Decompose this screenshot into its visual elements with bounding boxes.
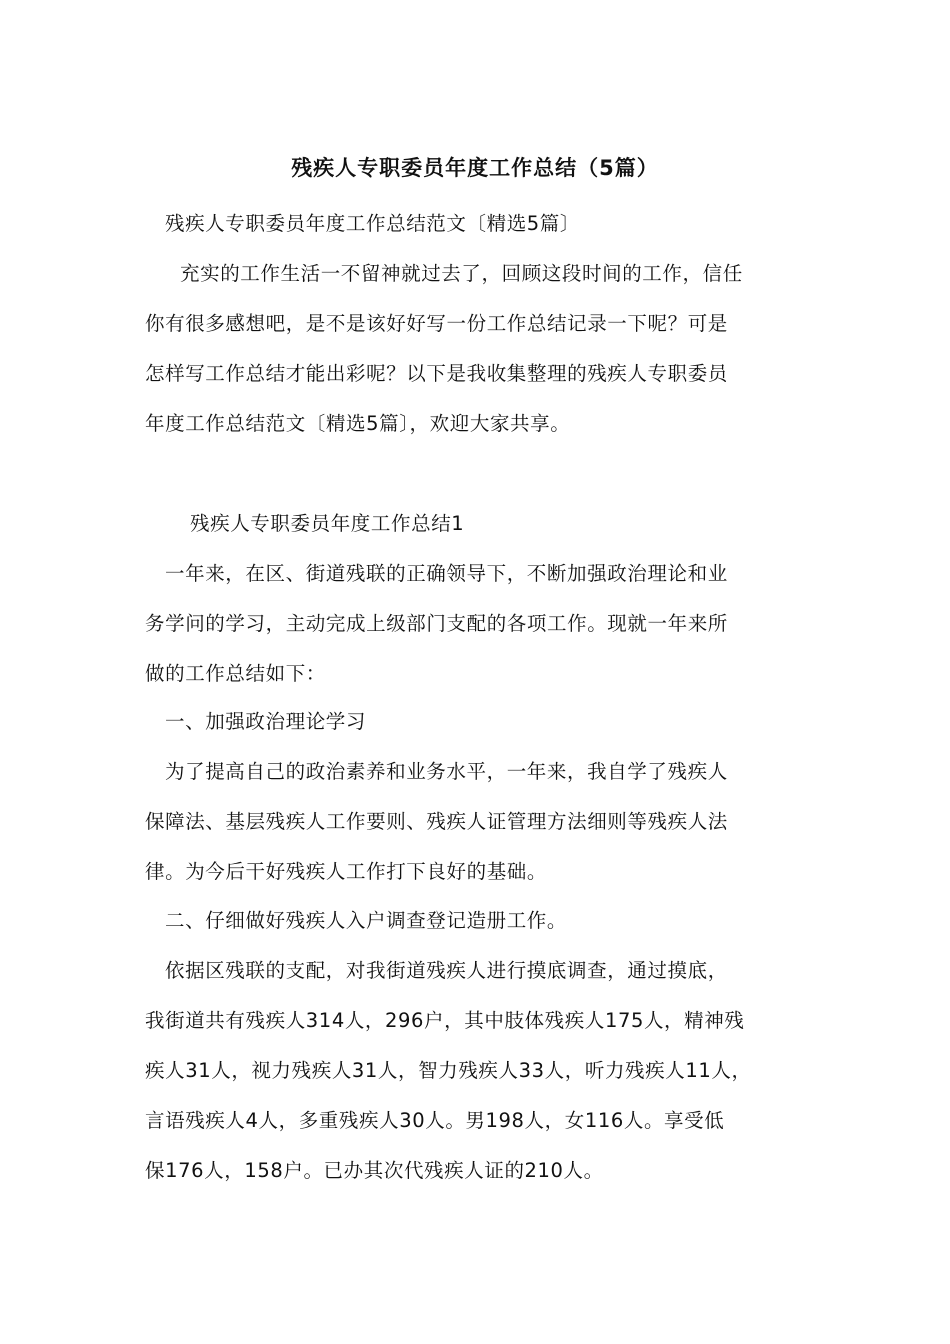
point2-heading: 二、仔细做好残疾人入户调查登记造册工作。 [165, 909, 568, 932]
point1-para-line-1: 为了提高自己的政治素养和业务水平，一年来，我自学了残疾人 [165, 760, 728, 783]
section1-para-line-3: 做的工作总结如下： [145, 662, 326, 685]
point2-para-line-4: 言语残疾人4人，多重残疾人30人。男198人，女116人。享受低 [145, 1109, 725, 1132]
section1-para-line-2: 务学问的学习，主动完成上级部门支配的各项工作。现就一年来所 [145, 612, 728, 635]
intro-line-4: 年度工作总结范文〔精选5篇〕，欢迎大家共享。 [145, 412, 571, 435]
point2-para-line-3: 疾人31人，视力残疾人31人，智力残疾人33人，听力残疾人11人， [145, 1059, 752, 1082]
point2-para-line-2: 我街道共有残疾人314人，296户，其中肢体残疾人175人，精神残 [145, 1009, 745, 1032]
point2-para-line-1: 依据区残联的支配，对我街道残疾人进行摸底调查，通过摸底， [165, 959, 728, 982]
intro-line-2: 你有很多感想吧，是不是该好好写一份工作总结记录一下呢？可是 [145, 312, 728, 335]
intro-line-3: 怎样写工作总结才能出彩呢？以下是我收集整理的残疾人专职委员 [145, 362, 728, 385]
section1-para-line-1: 一年来，在区、街道残联的正确领导下，不断加强政治理论和业 [165, 562, 728, 585]
document-subtitle: 残疾人专职委员年度工作总结范文〔精选5篇〕 [165, 212, 581, 235]
point1-heading: 一、加强政治理论学习 [165, 710, 367, 733]
point1-para-line-3: 律。为今后干好残疾人工作打下良好的基础。 [145, 860, 548, 883]
document-title: 残疾人专职委员年度工作总结（5篇） [291, 156, 659, 180]
point2-para-line-5: 保176人，158户。已办其次代残疾人证的210人。 [145, 1159, 604, 1182]
section1-heading: 残疾人专职委员年度工作总结1 [190, 512, 465, 535]
point1-para-line-2: 保障法、基层残疾人工作要则、残疾人证管理方法细则等残疾人法 [145, 810, 728, 833]
intro-line-1: 充实的工作生活一不留神就过去了，回顾这段时间的工作，信任 [180, 262, 743, 285]
